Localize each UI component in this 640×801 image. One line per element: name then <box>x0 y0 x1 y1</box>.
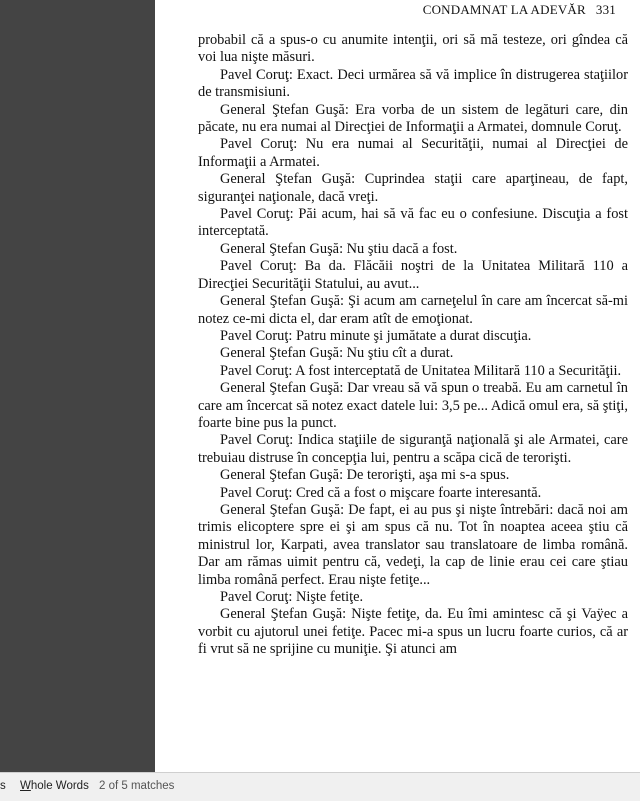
whole-words-option[interactable]: Whole Words <box>20 780 89 792</box>
running-title: CONDAMNAT LA ADEVĂR <box>422 2 586 17</box>
paragraph: General Ştefan Guşă: De fapt, ei au pus şi nişte întrebări: dacă noi am trimis elicoptere spre ei şi am spus că nu. Tot în noaptea aceea ştiu că ministrul lor, Karpati, avea translator sau translatoare de limba română. Dar am rămas uimit pentru că, vedeţi, la cap de linie erau cei care ştiau limba română perfect. Erau nişte fetiţe... <box>198 501 628 588</box>
paragraph: General Ştefan Guşă: Şi acum am carneţelul în care am încercat să-mi notez ce-mi dicta el, dar eram atît de emoţionat. <box>198 293 628 327</box>
paragraph: probabil că a spus-o cu anumite intenţii, ori să mă testeze, ori gîndea că voi lua nişte măsuri. <box>198 32 628 66</box>
find-option-partial[interactable]: s <box>0 780 6 792</box>
find-bar <box>0 772 640 801</box>
paragraph: Pavel Coruţ: Nişte fetiţe. <box>220 589 364 605</box>
paragraph: General Ştefan Guşă: Dar vreau să vă spun o treabă. Eu am carnetul în care am încercat să notez exact datele lui: 3,5 pe... Adică omul era, să ştiţi, foarte bine pus la punct. <box>198 380 628 431</box>
paragraph: Pavel Coruţ: Indica staţiile de siguranţă naţională şi ale Armatei, care trebuiau distruse în concepţia lui, pentru a scăpa cică de terorişti. <box>198 432 628 466</box>
paragraph: General Ştefan Guşă: Era vorba de un sistem de legături care, din păcate, nu era numai al Direcţiei de Informaţii a Armatei, domnule Coruţ. <box>198 101 628 136</box>
paragraph: Pavel Coruţ: Ba da. Flăcăii noştri de la Unitatea Militară 110 a Direcţiei Securităţii Statului, au avut... <box>198 258 628 292</box>
paragraph: General Ştefan Guşă: Nişte fetiţe, da. Eu îmi amintesc că şi Vaÿec a vorbit cu ajutorul unei fetiţe. Pacec mi-a spus un lucru foarte curios, că ar fi vrut să ne sprijine cu muniţie. Şi atunci am <box>198 606 628 658</box>
paragraph: Pavel Coruţ: Patru minute şi jumătate a durat discuţia. <box>220 327 532 344</box>
paragraph: Pavel Coruţ: Cred că a fost o mişcare foarte interesantă. <box>220 484 542 501</box>
paragraph: General Ştefan Guşă: De terorişti, aşa mi s-a spus. <box>220 467 510 484</box>
paragraph: Pavel Coruţ: Păi acum, hai să vă fac eu o confesiune. Discuţia a fost interceptată. <box>198 206 628 240</box>
paragraph: Pavel Coruţ: Exact. Deci urmărea să vă implice în distrugerea staţiilor de transmisiuni. <box>198 66 628 101</box>
paragraph: General Ştefan Guşă: Nu ştiu cît a durat. <box>220 345 454 362</box>
paragraph: Pavel Coruţ: Nu era numai al Securităţii, numai al Direcţiei de Informaţii a Armatei. <box>198 136 628 170</box>
paragraph: General Ştefan Guşă: Cuprindea staţii care aparţineau, de fapt, siguranţei naţionale, dacă vreţi. <box>198 171 628 205</box>
viewer-background <box>0 0 155 772</box>
document-page <box>155 0 640 772</box>
paragraph: General Ştefan Guşă: Nu ştiu dacă a fost. <box>220 240 458 257</box>
page-number: 331 <box>595 2 616 17</box>
body-text <box>198 32 628 659</box>
running-header <box>423 2 616 18</box>
match-status: 2 of 5 matches <box>99 780 175 792</box>
paragraph: Pavel Coruţ: A fost interceptată de Unitatea Militară 110 a Securităţii. <box>220 362 622 379</box>
